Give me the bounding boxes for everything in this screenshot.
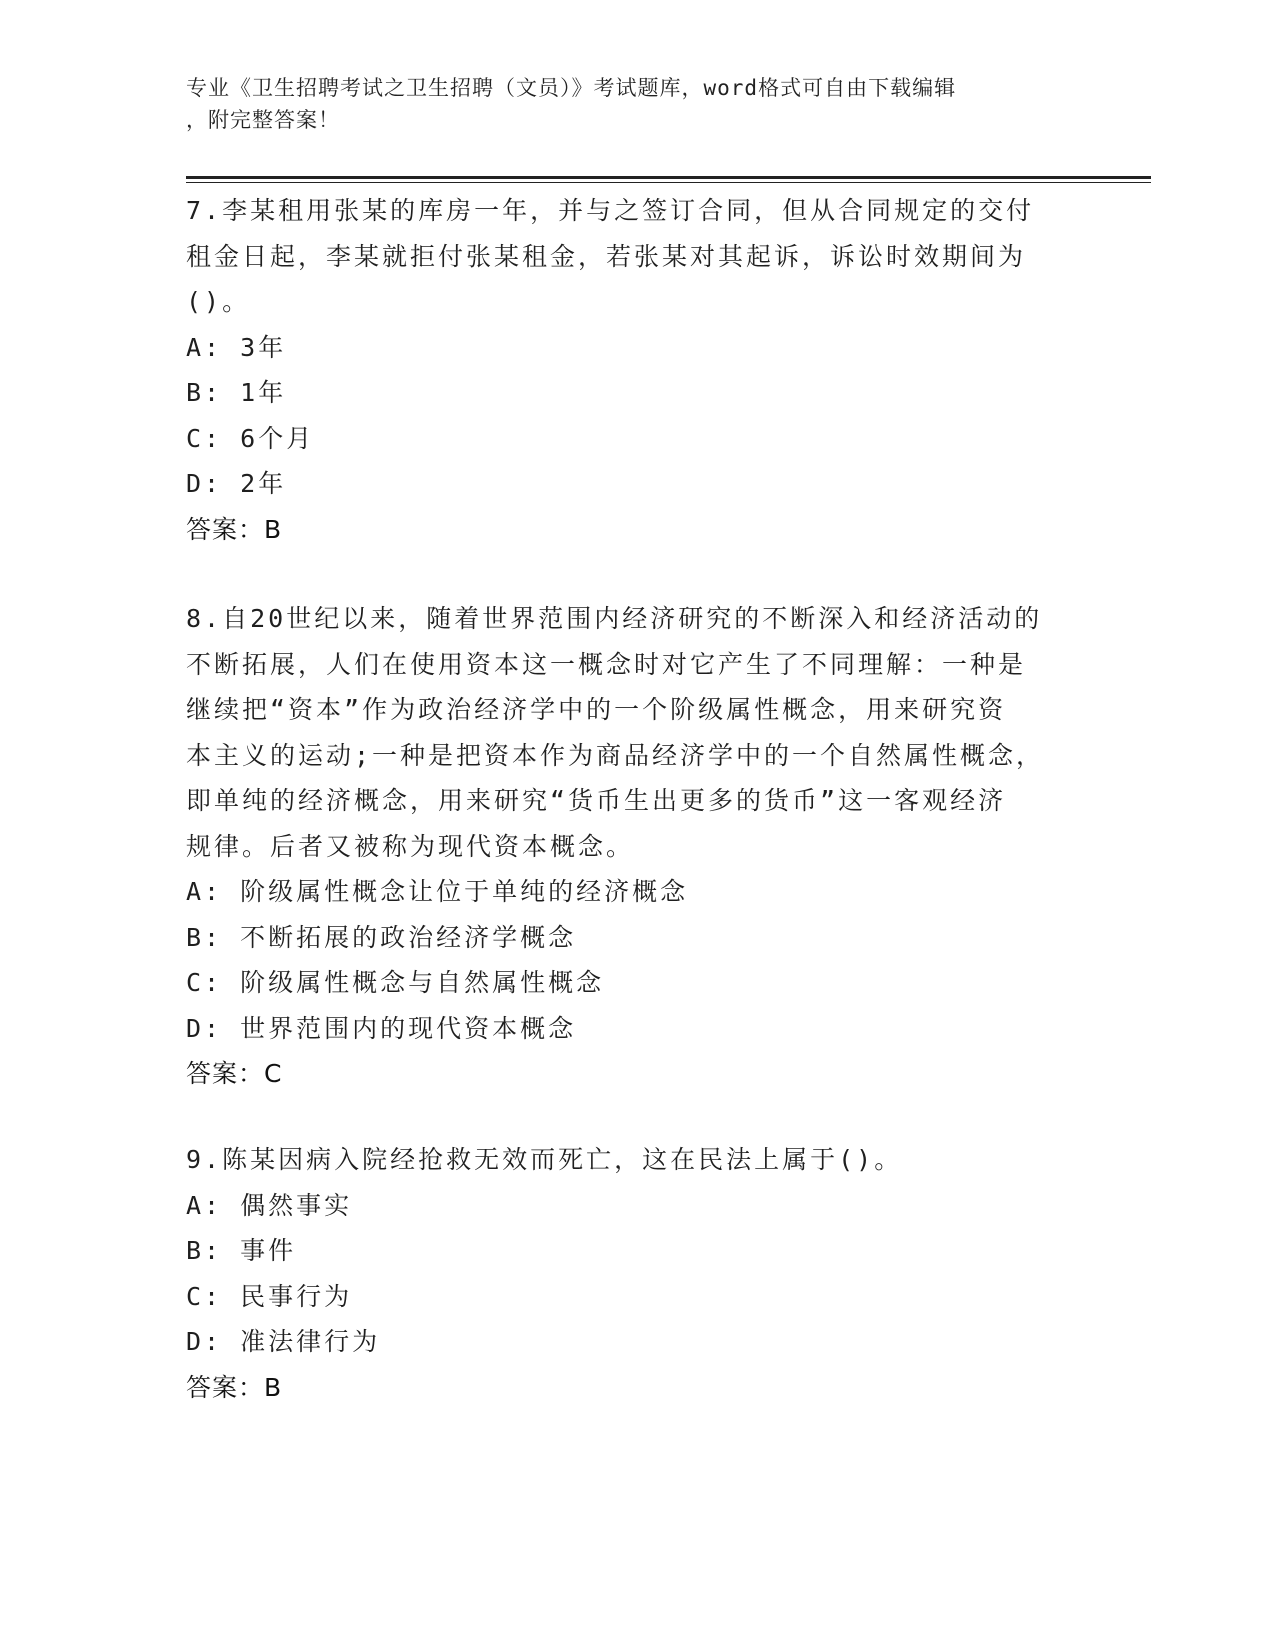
question-line: 不断拓展，人们在使用资本这一概念时对它产生了不同理解：一种是 bbox=[186, 649, 1027, 679]
question-line: 即单纯的经济概念，用来研究“货币生出更多的货币”这一客观经济 bbox=[186, 786, 1007, 815]
question-line: 规律。后者又被称为现代资本概念。 bbox=[186, 831, 635, 861]
option-d: D: 世界范围内的现代资本概念 bbox=[186, 1013, 577, 1043]
question-7 bbox=[186, 188, 1086, 552]
option-b: B: 1年 bbox=[186, 378, 287, 407]
option-c: C: 6个月 bbox=[186, 423, 315, 453]
option-a: A: 3年 bbox=[186, 332, 287, 362]
question-9 bbox=[186, 1137, 1086, 1410]
option-c: C: 民事行为 bbox=[186, 1281, 353, 1311]
question-line: 8.自20世纪以来，随着世界范围内经济研究的不断深入和经济活动的 bbox=[186, 604, 1043, 633]
question-8 bbox=[186, 596, 1086, 1097]
option-b: B: 事件 bbox=[186, 1236, 297, 1265]
question-line: 9.陈某因病入院经抢救无效而死亡，这在民法上属于()。 bbox=[186, 1145, 903, 1174]
header-divider-thin bbox=[186, 182, 1151, 183]
header-line-1: 专业《卫生招聘考试之卫生招聘（文员）》考试题库，word格式可自由下载编辑 bbox=[186, 76, 957, 100]
question-line: 继续把“资本”作为政治经济学中的一个阶级属性概念，用来研究资 bbox=[186, 695, 1007, 724]
option-a: A: 阶级属性概念让位于单纯的经济概念 bbox=[186, 877, 689, 906]
answer-label: 答案：C bbox=[186, 1059, 283, 1088]
option-d: D: 准法律行为 bbox=[186, 1327, 381, 1356]
document-header bbox=[186, 72, 1066, 136]
header-divider-thick bbox=[186, 176, 1151, 179]
question-line: 7.李某租用张某的库房一年，并与之签订合同，但从合同规定的交付 bbox=[186, 196, 1035, 225]
question-line: 本主义的运动;一种是把资本作为商品经济学中的一个自然属性概念， bbox=[186, 740, 1045, 770]
question-line: ()。 bbox=[186, 287, 251, 316]
option-b: B: 不断拓展的政治经济学概念 bbox=[186, 922, 577, 952]
answer-label: 答案：B bbox=[186, 514, 283, 544]
header-line-2: ，附完整答案！ bbox=[186, 108, 340, 132]
question-line: 租金日起，李某就拒付张某租金，若张某对其起诉，诉讼时效期间为 bbox=[186, 241, 1027, 271]
option-a: A: 偶然事实 bbox=[186, 1190, 353, 1220]
option-c: C: 阶级属性概念与自然属性概念 bbox=[186, 968, 605, 997]
option-d: D: 2年 bbox=[186, 469, 287, 498]
answer-label: 答案：B bbox=[186, 1372, 283, 1402]
